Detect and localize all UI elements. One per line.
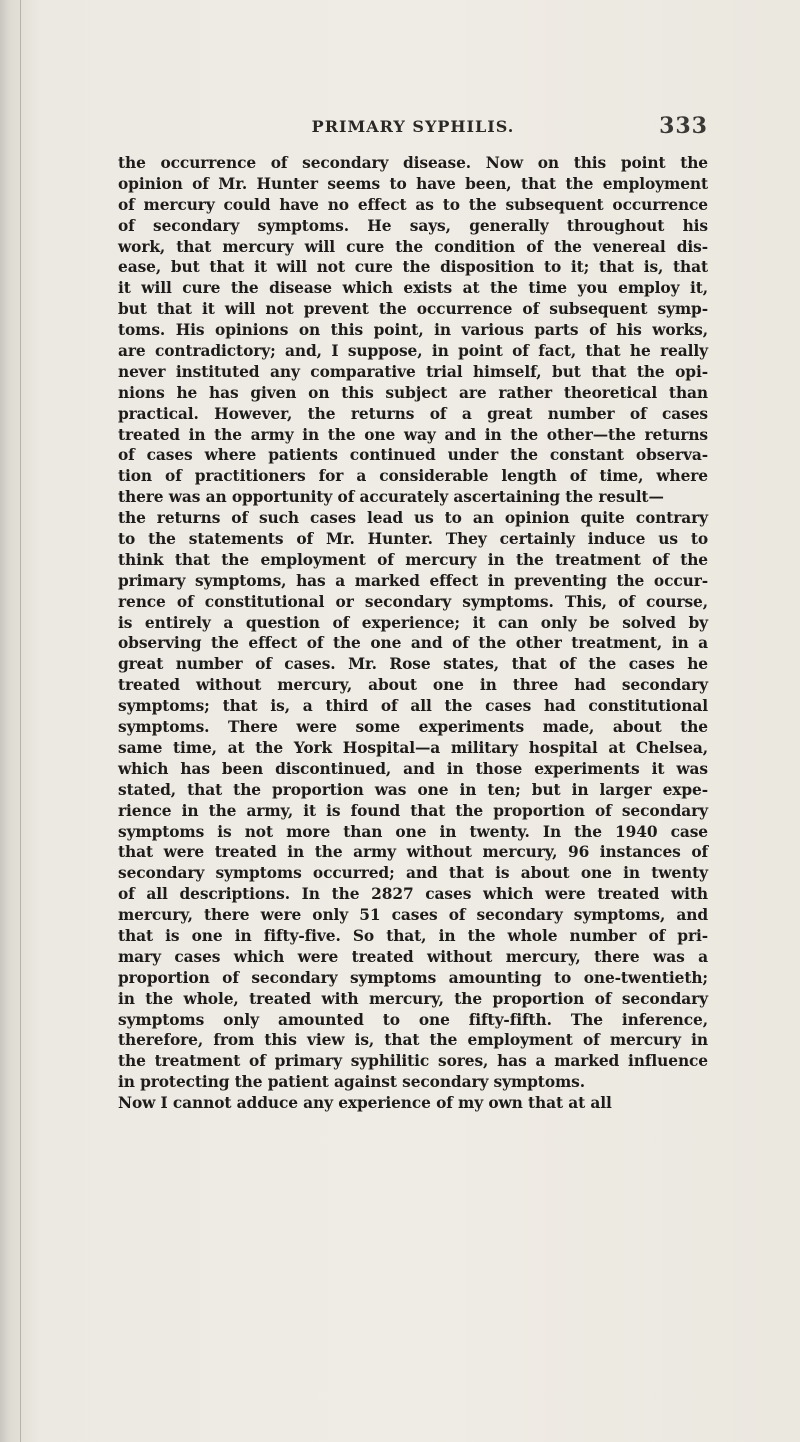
text-line: treated in the army in the one way and in the other—the returns (118, 425, 708, 444)
text-line: primary symptoms, has a marked effect in preventing the occur- (118, 571, 708, 590)
text-line: stated, that the proportion was one in ten; but in larger expe- (118, 780, 708, 799)
text-line: of mercury could have no effect as to the subsequent occurrence (118, 195, 708, 214)
text-line: the treatment of primary syphilitic sores, has a marked influence (118, 1052, 708, 1071)
text-line: observing the effect of the one and of the other treatment, in a (118, 634, 708, 653)
text-line: it will cure the disease which exists at the time you employ it, (118, 279, 708, 298)
text-line: secondary symptoms occurred; and that is about one in twenty (118, 864, 708, 883)
text-line: but that it will not prevent the occurrence of subsequent symp- (118, 300, 708, 319)
running-title: PRIMARY SYPHILIS. (311, 117, 515, 136)
page-gutter (20, 0, 21, 1442)
text-line: mercury, there were only 51 cases of secondary symptoms, and (118, 906, 708, 925)
text-line: same time, at the York Hospital—a military hospital at Chelsea, (118, 738, 708, 757)
text-line: work, that mercury will cure the condition of the venereal dis- (118, 237, 708, 256)
text-line: symptoms. There were some experiments made, about the (118, 718, 708, 737)
text-line: therefore, from this view is, that the employment of mercury in (118, 1031, 708, 1050)
text-line: symptoms; that is, a third of all the cases had constitutional (118, 697, 708, 716)
text-line: symptoms only amounted to one fifty-fifth. The inference, (118, 1010, 708, 1029)
text-line: mary cases which were treated without mercury, there was a (118, 947, 708, 966)
text-line: symptoms is not more than one in twenty. In the 1940 case (118, 822, 708, 841)
text-line: treated without mercury, about one in three had secondary (118, 676, 708, 695)
text-line: never instituted any comparative trial himself, but that the opi- (118, 362, 708, 381)
body-text (118, 153, 708, 1114)
page-header (118, 113, 708, 143)
text-line: there was an opportunity of accurately ascertaining the result— (118, 488, 664, 507)
text-line: rence of constitutional or secondary symptoms. This, of course, (118, 592, 708, 611)
text-line: of all descriptions. In the 2827 cases which were treated with (118, 885, 708, 904)
page-number: 333 (659, 113, 708, 139)
text-line: is entirely a question of experience; it can only be solved by (118, 613, 708, 632)
text-line: opinion of Mr. Hunter seems to have been, that the employment (118, 174, 708, 193)
text-line: in protecting the patient against secondary symptoms. (118, 1073, 585, 1092)
text-line: of secondary symptoms. He says, generally throughout his (118, 216, 708, 235)
text-line: in the whole, treated with mercury, the proportion of secondary (118, 989, 708, 1008)
text-line: great number of cases. Mr. Rose states, that of the cases he (118, 655, 708, 674)
text-line: which has been discontinued, and in those experiments it was (118, 759, 708, 778)
text-line: tion of practitioners for a considerable length of time, where (118, 467, 708, 486)
text-line: are contradictory; and, I suppose, in point of fact, that he really (118, 342, 708, 361)
text-line: practical. However, the returns of a great number of cases (118, 404, 708, 423)
text-line: toms. His opinions on this point, in various parts of his works, (118, 321, 708, 340)
text-line: the occurrence of secondary disease. Now on this point the (118, 154, 708, 172)
text-line: that were treated in the army without mercury, 96 instances of (118, 843, 708, 862)
text-line: rience in the army, it is found that the proportion of secondary (118, 801, 708, 820)
text-line: of cases where patients continued under the constant observa- (118, 446, 708, 465)
text-line: the returns of such cases lead us to an opinion quite contrary (118, 509, 708, 528)
text-line: ease, but that it will not cure the disposition to it; that is, that (118, 258, 708, 277)
text-line: Now I cannot adduce any experience of my own that at all (118, 1094, 612, 1113)
text-line: that is one in fifty-five. So that, in the whole number of pri- (118, 926, 708, 945)
text-line: to the statements of Mr. Hunter. They certainly induce us to (118, 530, 708, 549)
text-line: think that the employment of mercury in the treatment of the (118, 550, 708, 569)
text-line: proportion of secondary symptoms amounting to one-twentieth; (118, 968, 708, 987)
text-line: nions he has given on this subject are rather theoretical than (118, 383, 708, 402)
